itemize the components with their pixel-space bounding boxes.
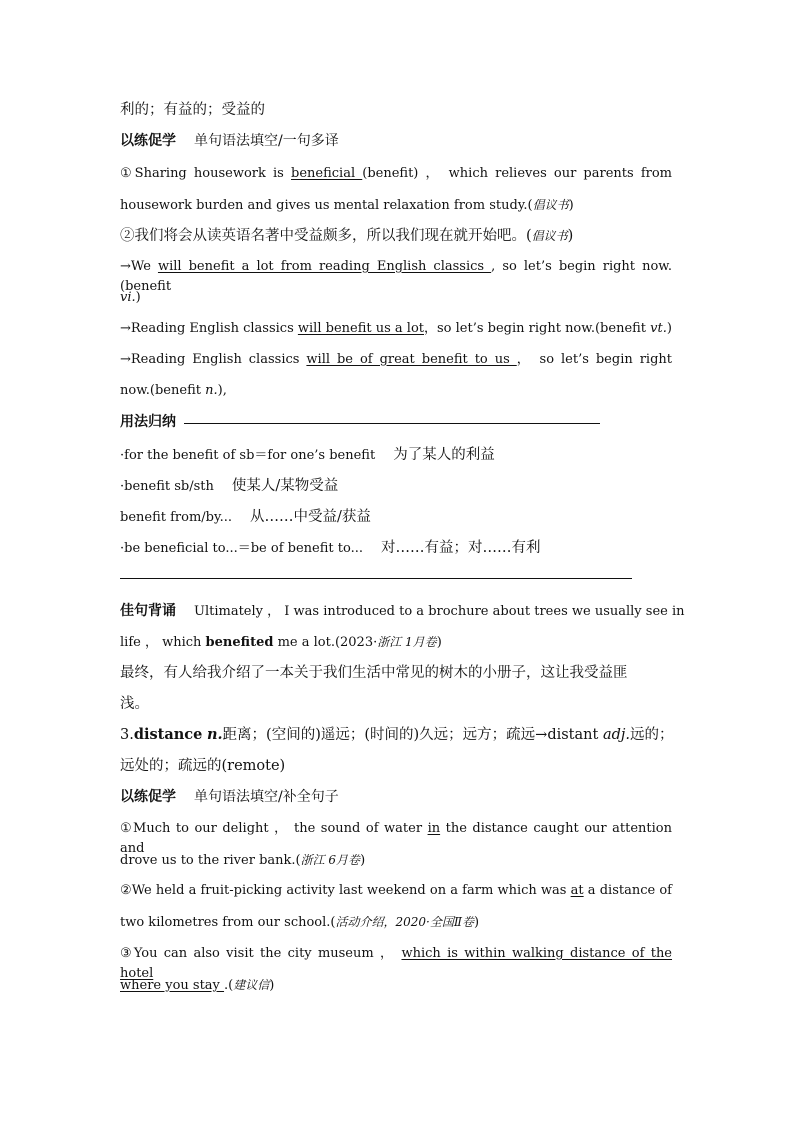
exercise-2a: →We will benefit a lot from reading English classics , so let’s begin right now.(benefit [120, 259, 673, 294]
answer-blank: beneficial [291, 166, 363, 181]
distance-exercise-2-line2: two kilometres from our school.(活动介绍，2020·全国Ⅱ卷) [120, 915, 480, 930]
translation: 最终，有人给我介绍了一本关于我们生活中常见的树木的小册子，这让我受益匪 [120, 665, 628, 681]
divider [184, 423, 600, 424]
answer-blank: where you stay [120, 978, 225, 993]
word-entry-distance: 3.distance n.距离；(空间的)遥远；(时间的)久远；远方；疏远→distant adj.远的； [120, 726, 674, 743]
distance-exercise-1: ①Much to our delight ， the sound of water in the distance caught our attention and [120, 821, 672, 856]
section-heading: 以练促学 单句语法填空/一句多译 [120, 133, 339, 149]
divider [120, 578, 632, 579]
usage-item: benefit from/by... 从……中受益/获益 [120, 509, 371, 525]
exercise-1-line2: housework burden and gives us mental relaxation from study.(倡议书) [120, 198, 574, 213]
answer-blank: will be of great benefit to us [306, 352, 517, 367]
distance-exercise-1-line2: drove us to the river bank.(浙江 6月卷) [120, 853, 366, 868]
exercise-2b: →Reading English classics will benefit us a lot，so let’s begin right now.(benefit vt.) [120, 321, 672, 336]
distance-exercise-3: ③You can also visit the city museum ， which is within walking distance of the hotel [120, 946, 673, 981]
exercise-2: ②我们将会从读英语名著中受益颇多，所以我们现在就开始吧。(倡议书) [120, 228, 574, 244]
exercise-2a-line2: vi.) [120, 290, 141, 305]
text-line: 利的；有益的；受益的 [120, 102, 265, 118]
answer-blank: which is within walking distance of the hotel [120, 946, 673, 981]
good-sentence-line2: life ， which benefited me a lot.(2023·浙江 1月卷) [120, 635, 442, 650]
distance-exercise-2: ②We held a fruit-picking activity last weekend on a farm which was at a distance of [120, 883, 672, 898]
exercise-1: ①Sharing housework is beneficial (benefit) ， which relieves our parents from [120, 166, 672, 181]
word-entry-line2: 远处的；疏远的(remote) [120, 758, 286, 774]
translation: 浅。 [120, 696, 149, 712]
answer-blank: at [570, 883, 584, 898]
usage-item: ·benefit sb/sth 使某人/某物受益 [120, 478, 339, 494]
answer-blank: in [427, 821, 441, 836]
distance-exercise-3-line2: where you stay .(建议信) [120, 978, 275, 993]
usage-item: ·for the benefit of sb＝for one’s benefit 为了某人的利益 [120, 447, 495, 463]
usage-item: ·be beneficial to...＝be of benefit to... 对……有益；对……有利 [120, 540, 541, 556]
usage-heading: 用法归纳 [120, 414, 176, 430]
exercise-2c-line2: now.(benefit n.), [120, 383, 227, 398]
answer-blank: will benefit a lot from reading English classics [157, 259, 492, 274]
answer-blank: will benefit us a lot [297, 321, 424, 336]
good-sentence: 佳句背诵 Ultimately ， I was introduced to a brochure about trees we usually see in [120, 603, 685, 619]
exercise-2c: →Reading English classics will be of great benefit to us ， so let’s begin right [120, 352, 672, 367]
section-heading: 以练促学 单句语法填空/补全句子 [120, 789, 339, 805]
